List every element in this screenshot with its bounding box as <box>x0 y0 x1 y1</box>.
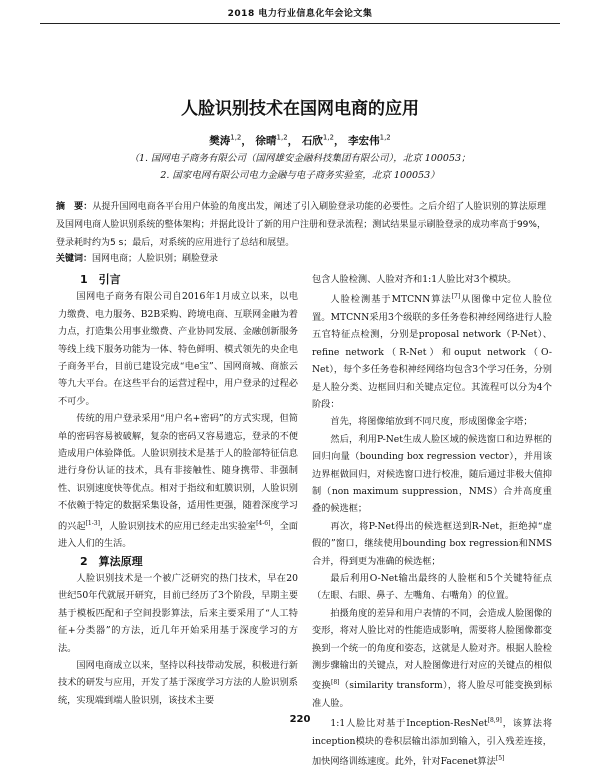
author-affil-mark: 1,2 <box>322 133 334 142</box>
citation: [7] <box>451 293 461 301</box>
paragraph: 人脸识别技术是一个被广泛研究的热门技术，早在20世纪50年代就展开研究，目前已经历了3个阶段，早期主要基于模板匹配和子空间投影算法，后来主要采用了“人工特征+分类器”的方法，近几年开始采用基于深度学习的方法。 <box>58 572 298 654</box>
author-name: 李宏伟 <box>348 135 380 147</box>
paragraph: 包含人脸检测、人脸对齐和1:1人脸比对3个模块。 <box>312 274 517 285</box>
keywords-text: 国网电商；人脸识别；刷脸登录 <box>92 254 219 264</box>
affiliation-1: （1. 国网电子商务有限公司（国网雄安金融科技集团有限公司），北京 100053； <box>129 153 471 164</box>
right-column <box>312 271 552 771</box>
author-name: 徐晴 <box>255 135 277 147</box>
paragraph: 首先，将图像缩放到不同尺度，形成图像金字塔； <box>330 416 533 428</box>
author-list: 樊涛$^{1,2}$， 徐晴$^{1,2}$， 石欣$^{1,2}$， 李宏伟$^{1,2}$ <box>209 133 391 147</box>
section-heading-algorithm: 2 算法原理 <box>80 554 143 568</box>
paragraph: 传统的用户登录采用“用户名+密码”的方式实现，但简单的密码容易被破解，复杂的密码又容易遗忘，登录的不便造成用户体验降低。人脸识别技术是基于人的脸部特征信息进行身份认证的技术，具有非接触性、随身携带、非强制性、识别速度快等优点。相对于指纹和虹膜识别，人脸识别不依赖于特定的数据采集设备，适用性更强，随着深度学习的兴起[1-3]，人脸识别技术的应用已经走出实验室[4-6]，全面进入人们的生活。 <box>58 413 298 550</box>
page-number: 220 <box>289 714 311 725</box>
citation: [1-3] <box>85 519 100 527</box>
paper-title: 人脸识别技术在国网电商的应用 <box>181 99 419 119</box>
citation: [5] <box>495 755 505 763</box>
abstract <box>56 198 546 252</box>
keywords <box>56 252 546 266</box>
author-name: 樊涛 <box>209 135 231 147</box>
citation: [8] <box>331 679 340 687</box>
paragraph: 然后，利用P-Net生成人脸区域的候选窗口和边界框的回归向量（bounding box regression vector），并用该边界框做回归，对候选窗口进行校准，随后通过非极大值抑制（non maximum suppression，NMS）合并高度重叠的候选框； <box>312 433 552 515</box>
section-heading-intro: 1 引言 <box>80 273 121 286</box>
running-header: 2018 电力行业信息化年会论文集 <box>40 6 560 24</box>
author-affil-mark: 1,2 <box>276 133 288 142</box>
paragraph: 国网电子商务有限公司自2016年1月成立以来，以电力缴费、电力服务、B2B采购、跨境电商、互联网金融为着力点，打造集公用事业缴费、产业协同发展、金融创新服务等线上线下服务功能为一体、特色鲜明、模式领先的央企电子商务平台，目前已建设完成“电e宝”、国网商城、商旅云等九大平台。在这些平台的运营过程中，用户登录的过程必不可少。 <box>58 291 298 407</box>
citation: [8,9] <box>487 717 502 725</box>
paragraph: 国网电商成立以来，坚持以科技带动发展，积极进行新技术的研发与应用，开发了基于深度学习方法的人脸识别系统，实现端到端人脸识别，该技术主要 <box>58 660 298 706</box>
abstract-text: 从提升国网电商各平台用户体验的角度出发，阐述了引入刷脸登录功能的必要性。之后介绍了人脸识别的算法原理及国网电商人脸识别系统的整体架构；并据此设计了新的用户注册和登录流程；测试结果显示刷脸登录的成功率高于99%，登录耗时约为5 s；最后，对系统的应用进行了总结和展望。 <box>56 202 546 248</box>
keywords-label: 关键词： <box>56 254 93 264</box>
paragraph: 最后利用O-Net输出最终的人脸框和5个关键特征点（左眼、右眼、鼻子、左嘴角、右嘴角）的位置。 <box>312 572 552 602</box>
paragraph: 1:1人脸比对基于Inception-ResNet[8,9]，该算法将inception模块的卷积层输出添加到输入，引入残差连接，加快网络训练速度。此外，针对Facenet算法[5] <box>312 717 553 768</box>
left-column <box>58 271 298 709</box>
author-affil-mark: 1,2 <box>230 133 242 142</box>
paragraph: 人脸检测基于MTCNN算法[7]从图像中定位人脸位置。MTCNN采用3个级联的多任务卷积神经网络进行人脸五官特征点检测，分别是proposal network（P-Net）、refine network（R-Net）和ouput network（O-Net），每个多任务卷积神经网络均包含3个学习任务，分别是人脸分类、边框回归和关键点定位。其流程可以分为4个阶段： <box>312 293 552 410</box>
abstract-label: 摘 要： <box>56 202 93 212</box>
citation: [4-6] <box>256 519 271 527</box>
affiliation-2: 2. 国家电网有限公司电力金融与电子商务实验室，北京 100053） <box>160 170 440 181</box>
author-affil-mark: 1,2 <box>379 133 391 142</box>
paragraph: 拍摄角度的差异和用户表情的不同，会造成人脸图像的变形，将对人脸比对的性能造成影响，需要将人脸图像都变换到一个统一的角度和姿态，这就是人脸对齐。根据人脸检测步骤输出的关键点，对人脸图像进行对应的关键点的相似变换[8]（similarity transform），将人脸尽可能变换到标准人脸。 <box>312 607 553 709</box>
author-name: 石欣 <box>301 135 323 147</box>
paragraph: 再次，将P-Net得出的候选框送到R-Net，拒绝掉“虚假的”窗口，继续使用bounding box regression和NMS合并，得到更为准确的候选框； <box>312 520 552 567</box>
